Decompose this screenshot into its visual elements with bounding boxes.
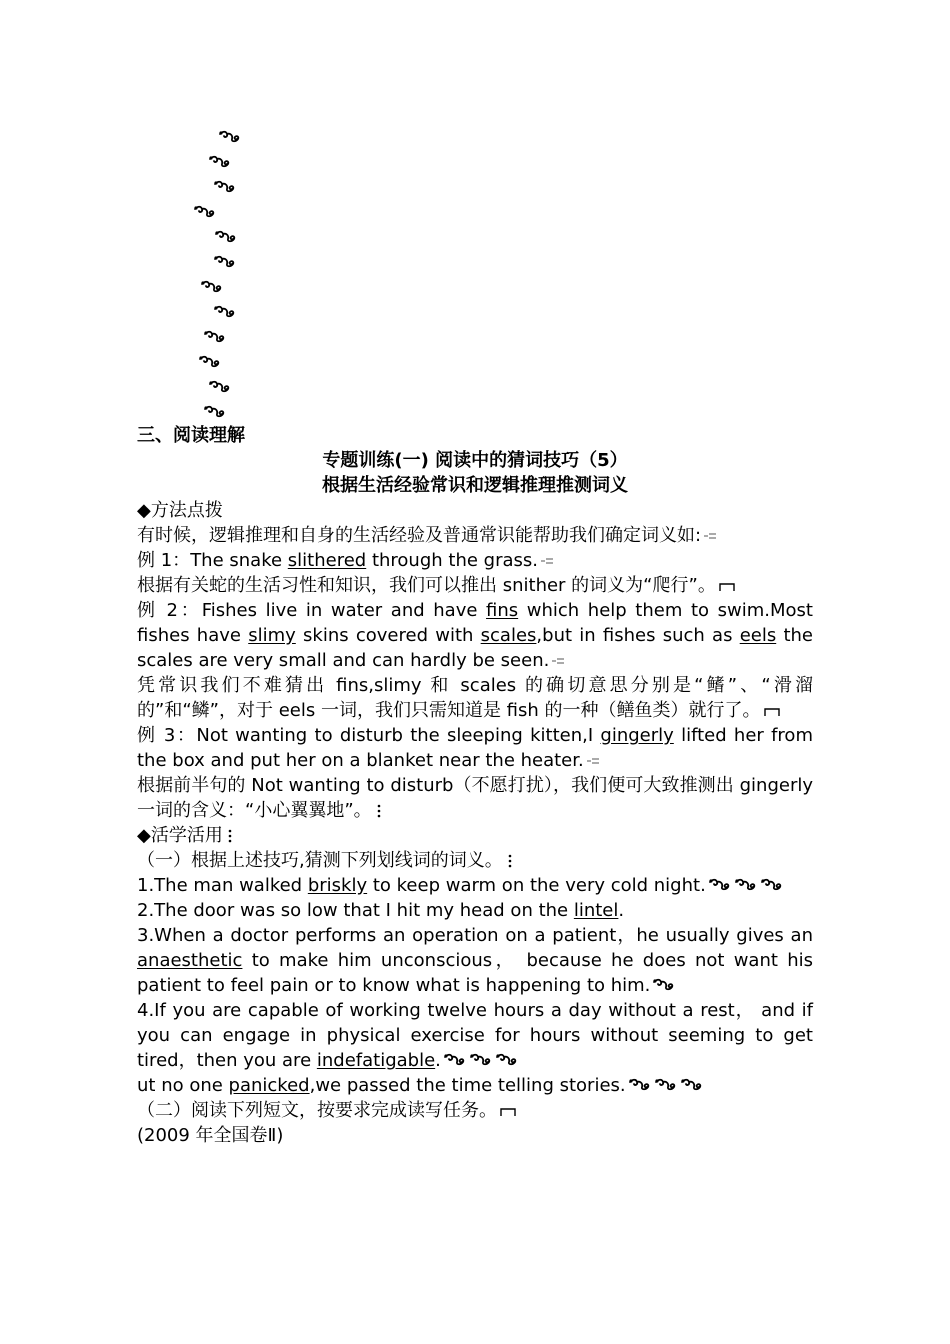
squiggle-ornament-icon [626,1075,704,1096]
squiggle-ornament-icon [203,330,227,346]
underlined-word: scales [480,625,537,646]
squiggle-ornament-icon [198,355,222,371]
squiggle-ornament-icon [200,280,224,296]
squiggle-ornament-icon [208,380,232,396]
explanation-text: 凭常识我们不难猜出 fins,slimy 和 scales 的确切意思分别是“鳍”、“滑溜的”和“鳞”，对于 eels 一词，我们只需知道是 fish 的一种（鳝鱼类）就行了。 [137,675,813,721]
question-text: to keep warm on the very cold night. [367,875,706,896]
underlined-word: fins [486,600,519,621]
squiggle-ornament-icon [443,1053,467,1069]
squiggle-ornament-icon [441,1050,519,1071]
squiggle-ornament-icon [650,975,676,996]
method-heading: ◆方法点拨 [137,500,223,521]
squiggle-ornament-icon [218,130,242,146]
squiggle-ornament-icon [213,305,237,321]
example-text: ,but in fishes such as [536,625,740,646]
squiggle-ornament-icon [495,1053,519,1069]
question-2 [137,898,813,923]
squiggle-ornament-icon [706,875,784,896]
squiggle-ornament-icon [213,255,237,271]
squiggle-ornament-icon [469,1053,493,1069]
title-line-1: 专题训练(一) 阅读中的猜词技巧（5） [322,450,628,471]
underlined-word: lintel [573,900,619,921]
question-text: to make him unconscious， because he does not want his patient to feel pain or to know what is happening to him. [137,950,813,996]
example-text: Not wanting to disturb the sleeping kitten,I [196,725,601,746]
example-text: the scales are very small and can hardly be seen. [137,625,813,671]
practice-heading [137,823,813,848]
example-label: 例 2： [137,600,202,621]
underlined-word: indefatigable [316,1050,436,1071]
underlined-word: briskly [307,875,368,896]
question-text: 4.If you are capable of working twelve hours a day without a rest， and if you can engage in physical exercise for hours without seeming to get tired，then you are [137,1000,813,1071]
example-text: lifted her from the box and put her on a blanket near the heater. [137,725,813,771]
question-text: . [435,1050,441,1071]
part-1-heading [137,848,813,873]
paragraph-mark-icon [540,556,554,566]
example-2-explanation [137,673,813,723]
example-text: The snake [190,550,288,571]
underlined-word: slithered [287,550,367,571]
squiggle-ornament-icon [193,205,217,221]
squiggle-ornament-icon [654,1078,678,1094]
practice-heading-text: ◆活学活用 [137,825,223,846]
example-text: through the grass. [366,550,538,571]
example-text: Fishes live in water and have [201,600,487,621]
question-text: 3.When a doctor performs an operation on a patient，he usually gives an [137,925,813,946]
source-line: (2009 年全国卷Ⅱ) [137,1125,284,1146]
question-3 [137,923,813,998]
squiggle-ornament-icon [214,230,238,246]
squiggle-ornament-icon [208,155,232,171]
underlined-word: anaesthetic [137,950,243,971]
example-label: 例 3： [137,725,197,746]
example-1 [137,548,813,573]
squiggle-ornament-icon [652,978,676,994]
example-3 [137,723,813,773]
document-body [137,423,813,1148]
section-heading: 三、阅读理解 [137,425,245,446]
squiggle-ornament-icon [203,405,227,421]
squiggle-ornament-icon [680,1078,704,1094]
underlined-word: slimy [248,625,296,646]
question-5 [137,1073,813,1098]
example-3-explanation [137,773,813,823]
question-text: . [618,900,625,921]
colon-mark-icon [225,828,235,844]
squiggle-ornament-icon [628,1078,652,1094]
example-1-explanation [137,573,813,598]
question-text: 2.The door was so low that I hit my head on the [137,900,574,921]
question-text: ut no one [137,1075,229,1096]
title-line-2: 根据生活经验常识和逻辑推理推测词义 [322,475,628,496]
example-2 [137,598,813,673]
squiggle-ornament-icon [708,878,732,894]
underlined-word: gingerly [600,725,674,746]
question-4 [137,998,813,1073]
example-text: which help them to swim.Most fishes have [137,600,813,646]
underlined-word: panicked [228,1075,310,1096]
intro-text: 有时候，逻辑推理和自身的生活经验及普通常识能帮助我们确定词义如: [137,525,702,546]
colon-mark-icon [505,853,515,869]
squiggle-ornament-icon [734,878,758,894]
line-break-mark-icon [763,705,781,717]
squiggle-ornament-icon [213,180,237,196]
explanation-text: 根据前半句的 Not wanting to disturb（不愿打扰），我们便可大致推测出 gingerly 一词的含义：“小心翼翼地”。 [137,775,813,821]
explanation-text: 根据有关蛇的生活习性和知识，我们可以推出 snither 的词义为“爬行”。 [137,575,716,596]
question-text: ,we passed the time telling stories. [309,1075,626,1096]
line-break-mark-icon [718,580,736,592]
question-text: 1.The man walked [137,875,308,896]
part-1-heading-text: （一）根据上述技巧,猜测下列划线词的词义。 [137,850,503,871]
part-2-heading [137,1098,813,1123]
part-2-heading-text: （二）阅读下列短文，按要求完成读写任务。 [137,1100,497,1121]
intro-paragraph [137,523,813,548]
paragraph-mark-icon [586,756,600,766]
line-break-mark-icon [499,1105,517,1117]
paragraph-mark-icon [703,531,717,541]
example-label: 例 1： [137,550,191,571]
squiggle-ornament-icon [760,878,784,894]
question-1 [137,873,813,898]
paragraph-mark-icon [551,656,565,666]
example-text: skins covered with [295,625,481,646]
underlined-word: eels [739,625,777,646]
colon-mark-icon [374,803,384,819]
